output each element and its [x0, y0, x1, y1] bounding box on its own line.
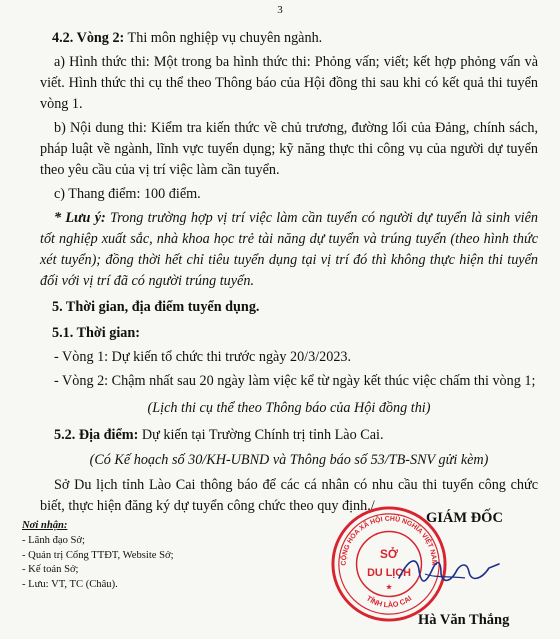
- section-5-heading: 5. Thời gian, địa điểm tuyển dụng.: [52, 299, 260, 315]
- closing-paragraph: Sở Du lịch tỉnh Lào Cai thông báo để các cá nhân có nhu cầu thi tuyển công chức biết, thực hiện đăng ký dự tuyển công chức theo quy định./.: [40, 477, 538, 514]
- seal-star-icon: ★: [385, 582, 393, 592]
- round-1-text: - Vòng 1: Dự kiến tổ chức thi trước ngày 20/3/2023.: [54, 349, 352, 365]
- attachment-note: (Có Kế hoạch số 30/KH-UBND và Thông báo số 53/TB-SNV gửi kèm): [89, 452, 489, 468]
- recipient-item: - Lưu: VT, TC (Châu).: [22, 579, 118, 591]
- section-4-2-title: Thi môn nghiệp vụ chuyên ngành.: [124, 30, 323, 46]
- section-5-2: [0, 425, 560, 446]
- recipients-block: [22, 519, 174, 593]
- signer-name: Hà Văn Thắng: [418, 612, 510, 628]
- recipient-item: - Quản trị Cổng TTĐT, Website Sở;: [22, 549, 174, 561]
- section-4-2-heading: [0, 28, 560, 49]
- section-4-2-c: c) Thang điểm: 100 điểm.: [54, 186, 201, 202]
- section-4-2-a: a) Hình thức thi: Một trong ba hình thức thi: Phỏng vấn; viết; kết hợp phỏng vấn và viết. Hình thức thi cụ thể theo Thông báo của Hội đồng thi sau khi có kết quả thi tuyển vòng 1.: [40, 54, 538, 112]
- section-4-2-label: 4.2. Vòng 2:: [52, 30, 125, 46]
- page-number: 3: [277, 4, 283, 16]
- recipients-title: Nơi nhận:: [22, 520, 68, 531]
- note-label: * Lưu ý:: [54, 210, 106, 226]
- section-4-2-note: [0, 208, 560, 292]
- schedule-note: (Lịch thi cụ thể theo Thông báo của Hội đồng thi): [147, 400, 431, 416]
- seal-center-line-2: DU LỊCH: [367, 566, 411, 579]
- note-text: Trong trường hợp vị trí việc làm cần tuyển có người dự tuyển là sinh viên tốt nghiệp xuất sắc, nhà khoa học trẻ tài năng dự tuyển và trúng tuyển (theo hình thức xét tuyển); đồng thời hết chỉ tiêu tuyển dụng tại vị trí đó thì không thực hiện thi tuyển đối với vị trí đã có người trúng tuyển.: [40, 210, 538, 289]
- seal-bottom-text: TỈNH LÀO CAI: [364, 593, 414, 610]
- seal-center-line-1: SỞ: [380, 547, 398, 562]
- recipient-item: - Lãnh đạo Sở;: [22, 534, 85, 546]
- seal-top-text: CỘNG HÒA XÃ HỘI CHỦ NGHĨA VIỆT NAM: [340, 515, 438, 566]
- recipient-item: - Kế toán Sở;: [22, 564, 79, 576]
- section-4-2-b: b) Nội dung thi: Kiểm tra kiến thức về chủ trương, đường lối của Đảng, chính sách, pháp luật về ngành, lĩnh vực tuyển dụng; kỹ năng thực thi công vụ của người dự tuyển theo yêu cầu của vị trí việc làm cần tuyển.: [40, 120, 538, 178]
- round-2-text: - Vòng 2: Chậm nhất sau 20 ngày làm việc kể từ ngày kết thúc việc chấm thi vòng 1;: [54, 373, 536, 389]
- signer-title: GIÁM ĐỐC: [426, 510, 503, 526]
- section-5-2-label: 5.2. Địa điểm:: [54, 427, 139, 443]
- section-5-1-heading: 5.1. Thời gian:: [52, 325, 141, 341]
- document-body: [0, 28, 560, 517]
- section-5-2-text: Dự kiến tại Trường Chính trị tỉnh Lào Cai.: [138, 427, 384, 443]
- handwritten-signature: [395, 548, 505, 596]
